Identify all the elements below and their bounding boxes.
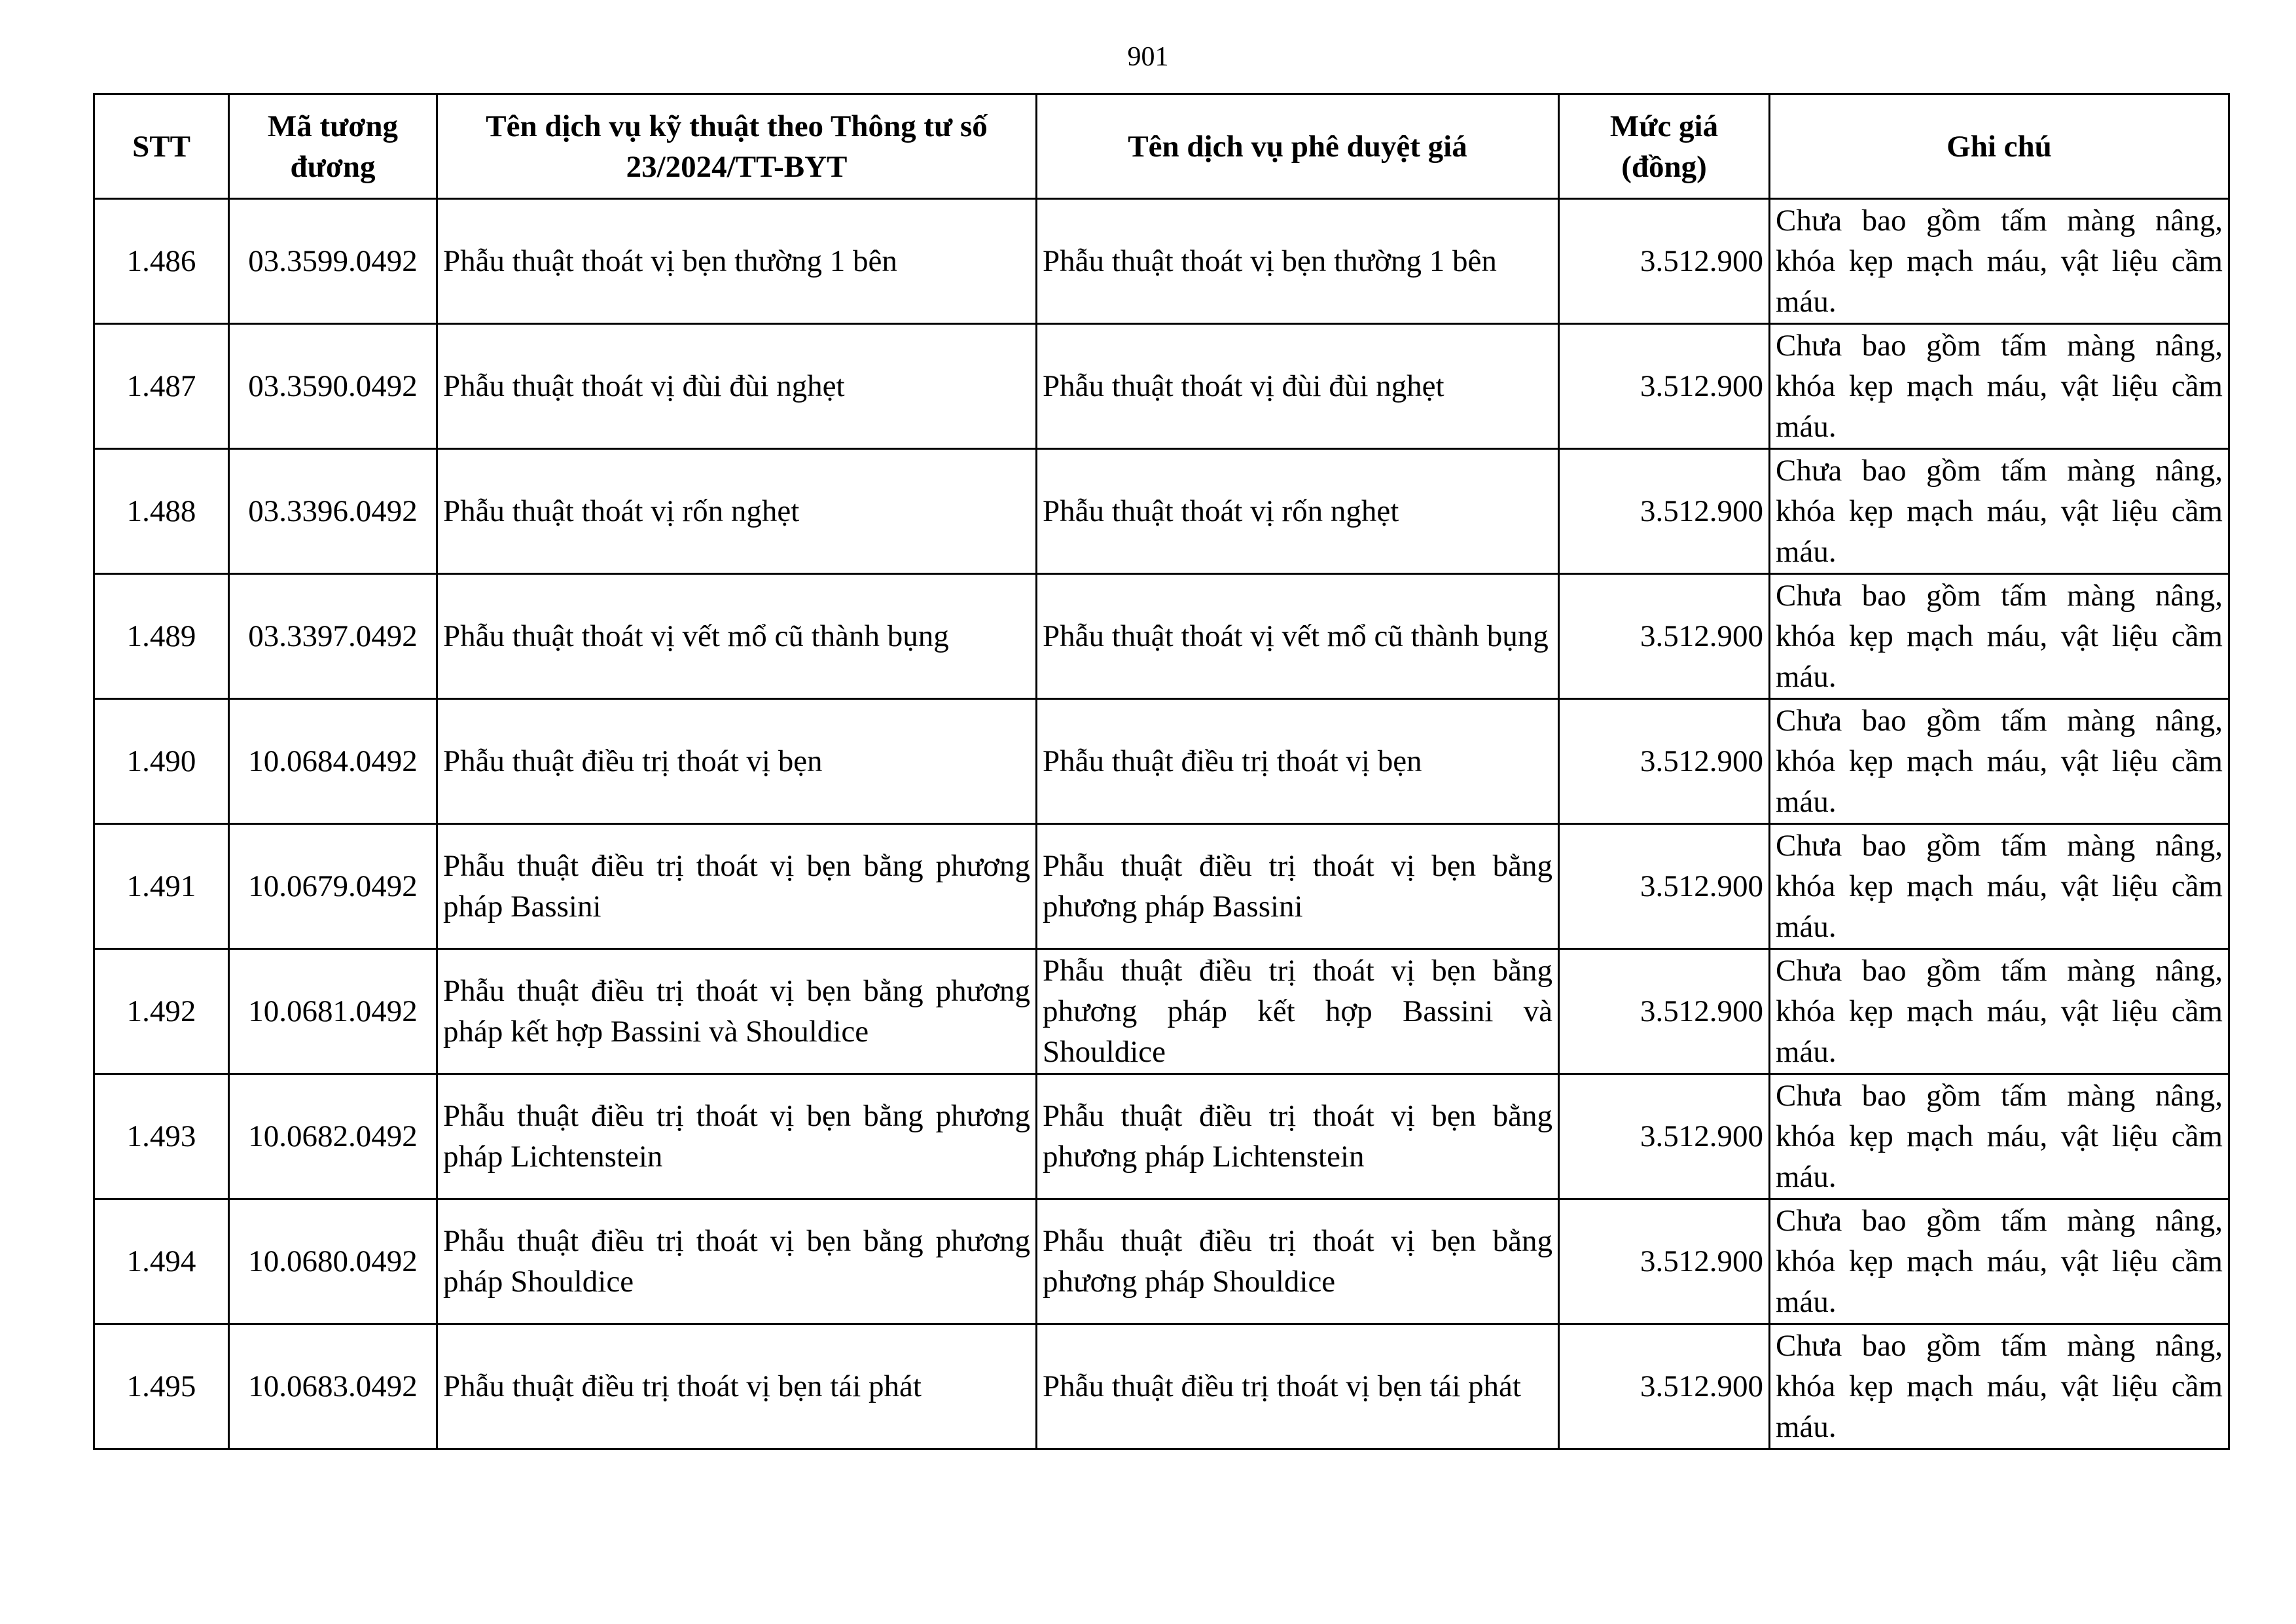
cell-note: Chưa bao gồm tấm màng nâng, khóa kẹp mạch máu, vật liệu cầm máu. xyxy=(1770,949,2229,1074)
cell-note: Chưa bao gồm tấm màng nâng, khóa kẹp mạch máu, vật liệu cầm máu. xyxy=(1770,699,2229,824)
cell-code: 10.0683.0492 xyxy=(229,1324,437,1449)
header-code: Mã tương đương xyxy=(229,94,437,199)
cell-price: 3.512.900 xyxy=(1559,1199,1770,1324)
cell-stt: 1.491 xyxy=(94,824,229,949)
cell-note: Chưa bao gồm tấm màng nâng, khóa kẹp mạch máu, vật liệu cầm máu. xyxy=(1770,324,2229,449)
cell-approved-name: Phẫu thuật thoát vị đùi đùi nghẹt xyxy=(1037,324,1559,449)
cell-code: 10.0680.0492 xyxy=(229,1199,437,1324)
cell-approved-name: Phẫu thuật thoát vị bẹn thường 1 bên xyxy=(1037,199,1559,324)
cell-price: 3.512.900 xyxy=(1559,824,1770,949)
cell-code: 03.3397.0492 xyxy=(229,574,437,699)
header-tech-name: Tên dịch vụ kỹ thuật theo Thông tư số 23/2024/TT-BYT xyxy=(437,94,1037,199)
cell-tech-name: Phẫu thuật thoát vị vết mổ cũ thành bụng xyxy=(437,574,1037,699)
table-row xyxy=(94,324,2229,449)
cell-code: 10.0681.0492 xyxy=(229,949,437,1074)
cell-code: 03.3590.0492 xyxy=(229,324,437,449)
header-price: Mức giá (đồng) xyxy=(1559,94,1770,199)
cell-stt: 1.487 xyxy=(94,324,229,449)
cell-price: 3.512.900 xyxy=(1559,324,1770,449)
cell-price: 3.512.900 xyxy=(1559,699,1770,824)
cell-price: 3.512.900 xyxy=(1559,949,1770,1074)
cell-approved-name: Phẫu thuật thoát vị vết mổ cũ thành bụng xyxy=(1037,574,1559,699)
cell-tech-name: Phẫu thuật điều trị thoát vị bẹn bằng phương pháp Bassini xyxy=(437,824,1037,949)
page-number: 901 xyxy=(1127,42,1169,72)
cell-tech-name: Phẫu thuật thoát vị rốn nghẹt xyxy=(437,449,1037,574)
cell-approved-name: Phẫu thuật điều trị thoát vị bẹn xyxy=(1037,699,1559,824)
cell-stt: 1.493 xyxy=(94,1074,229,1199)
cell-note: Chưa bao gồm tấm màng nâng, khóa kẹp mạch máu, vật liệu cầm máu. xyxy=(1770,449,2229,574)
cell-note: Chưa bao gồm tấm màng nâng, khóa kẹp mạch máu, vật liệu cầm máu. xyxy=(1770,1324,2229,1449)
table-row xyxy=(94,824,2229,949)
cell-note: Chưa bao gồm tấm màng nâng, khóa kẹp mạch máu, vật liệu cầm máu. xyxy=(1770,1199,2229,1324)
cell-price: 3.512.900 xyxy=(1559,1324,1770,1449)
table-row xyxy=(94,1324,2229,1449)
cell-stt: 1.488 xyxy=(94,449,229,574)
cell-approved-name: Phẫu thuật điều trị thoát vị bẹn bằng phương pháp Bassini xyxy=(1037,824,1559,949)
cell-note: Chưa bao gồm tấm màng nâng, khóa kẹp mạch máu, vật liệu cầm máu. xyxy=(1770,199,2229,324)
table-row xyxy=(94,1074,2229,1199)
cell-tech-name: Phẫu thuật thoát vị bẹn thường 1 bên xyxy=(437,199,1037,324)
cell-approved-name: Phẫu thuật thoát vị rốn nghẹt xyxy=(1037,449,1559,574)
cell-code: 10.0679.0492 xyxy=(229,824,437,949)
cell-stt: 1.495 xyxy=(94,1324,229,1449)
cell-stt: 1.490 xyxy=(94,699,229,824)
cell-tech-name: Phẫu thuật thoát vị đùi đùi nghẹt xyxy=(437,324,1037,449)
cell-tech-name: Phẫu thuật điều trị thoát vị bẹn bằng phương pháp Shouldice xyxy=(437,1199,1037,1324)
table-row xyxy=(94,449,2229,574)
table-row xyxy=(94,1199,2229,1324)
cell-price: 3.512.900 xyxy=(1559,199,1770,324)
cell-code: 03.3599.0492 xyxy=(229,199,437,324)
price-table xyxy=(93,93,2230,1450)
cell-approved-name: Phẫu thuật điều trị thoát vị bẹn tái phát xyxy=(1037,1324,1559,1449)
cell-approved-name: Phẫu thuật điều trị thoát vị bẹn bằng phương pháp Lichtenstein xyxy=(1037,1074,1559,1199)
table-body xyxy=(94,199,2229,1449)
cell-approved-name: Phẫu thuật điều trị thoát vị bẹn bằng phương pháp kết hợp Bassini và Shouldice xyxy=(1037,949,1559,1074)
cell-stt: 1.489 xyxy=(94,574,229,699)
table-row xyxy=(94,574,2229,699)
table-header-row xyxy=(94,94,2229,199)
cell-stt: 1.494 xyxy=(94,1199,229,1324)
table-row xyxy=(94,199,2229,324)
cell-note: Chưa bao gồm tấm màng nâng, khóa kẹp mạch máu, vật liệu cầm máu. xyxy=(1770,1074,2229,1199)
cell-stt: 1.492 xyxy=(94,949,229,1074)
header-approved-name: Tên dịch vụ phê duyệt giá xyxy=(1037,94,1559,199)
cell-stt: 1.486 xyxy=(94,199,229,324)
cell-price: 3.512.900 xyxy=(1559,1074,1770,1199)
cell-price: 3.512.900 xyxy=(1559,449,1770,574)
header-stt: STT xyxy=(94,94,229,199)
cell-note: Chưa bao gồm tấm màng nâng, khóa kẹp mạch máu, vật liệu cầm máu. xyxy=(1770,574,2229,699)
table-row xyxy=(94,949,2229,1074)
cell-note: Chưa bao gồm tấm màng nâng, khóa kẹp mạch máu, vật liệu cầm máu. xyxy=(1770,824,2229,949)
cell-tech-name: Phẫu thuật điều trị thoát vị bẹn bằng phương pháp Lichtenstein xyxy=(437,1074,1037,1199)
cell-approved-name: Phẫu thuật điều trị thoát vị bẹn bằng phương pháp Shouldice xyxy=(1037,1199,1559,1324)
cell-tech-name: Phẫu thuật điều trị thoát vị bẹn tái phát xyxy=(437,1324,1037,1449)
cell-code: 03.3396.0492 xyxy=(229,449,437,574)
cell-tech-name: Phẫu thuật điều trị thoát vị bẹn bằng phương pháp kết hợp Bassini và Shouldice xyxy=(437,949,1037,1074)
cell-price: 3.512.900 xyxy=(1559,574,1770,699)
header-note: Ghi chú xyxy=(1770,94,2229,199)
cell-code: 10.0684.0492 xyxy=(229,699,437,824)
cell-code: 10.0682.0492 xyxy=(229,1074,437,1199)
cell-tech-name: Phẫu thuật điều trị thoát vị bẹn xyxy=(437,699,1037,824)
table-row xyxy=(94,699,2229,824)
